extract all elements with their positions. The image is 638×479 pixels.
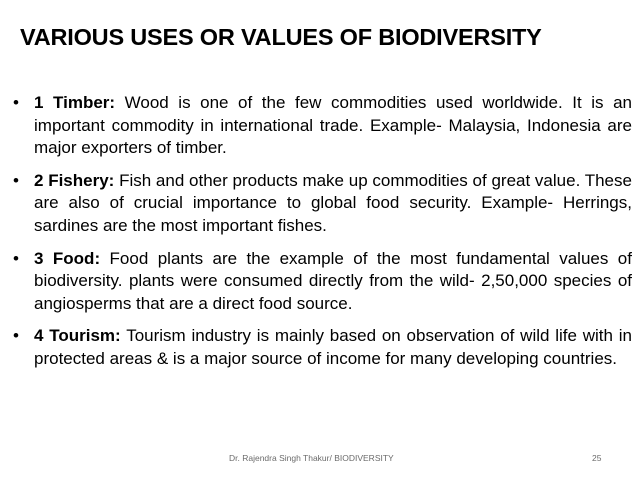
bullet-text: Fish and other products make up commodities of great value. These are also of crucial importance to global food security. Example- Herrings, sardines are the most important fishes.: [34, 170, 632, 235]
bullet-heading: Fishery:: [48, 170, 115, 190]
bullet-text: Food plants are the example of the most fundamental values of biodiversity. plants were consumed directly from the wild- 2,50,000 species of angiosperms that are a direct food source.: [34, 248, 632, 313]
page-number: 25: [592, 453, 602, 463]
bullet-heading: Timber:: [53, 93, 116, 112]
bullet-dot-icon: •: [13, 248, 19, 268]
bullet-heading: Food:: [52, 248, 101, 268]
bullet-item-timber: [12, 92, 632, 160]
bullet-heading: Tourism:: [49, 326, 121, 346]
bullet-number: 3: [34, 248, 44, 268]
bullet-item-tourism: [12, 325, 632, 370]
bullet-dot-icon: •: [13, 326, 19, 346]
bullet-item-fishery: [12, 170, 632, 238]
bullet-text: Wood is one of the few commodities used worldwide. It is an important commodity in international trade. Example- Malaysia, Indonesia are major exporters of timber.: [34, 93, 632, 158]
bullet-text: Tourism industry is mainly based on observation of wild life with in protected areas & is a major source of income for many developing countries.: [34, 326, 632, 368]
bullet-number: 4: [34, 326, 44, 346]
footer-author: Dr. Rajendra Singh Thakur/ BIODIVERSITY: [229, 453, 394, 463]
bullet-number: 1: [34, 93, 44, 112]
bullet-dot-icon: •: [13, 93, 19, 112]
bullet-dot-icon: •: [13, 170, 19, 190]
bullet-item-food: [12, 248, 632, 316]
slide-title: VARIOUS USES OR VALUES OF BIODIVERSITY: [20, 24, 542, 50]
bullet-list: [12, 92, 632, 381]
bullet-number: 2: [34, 170, 44, 190]
